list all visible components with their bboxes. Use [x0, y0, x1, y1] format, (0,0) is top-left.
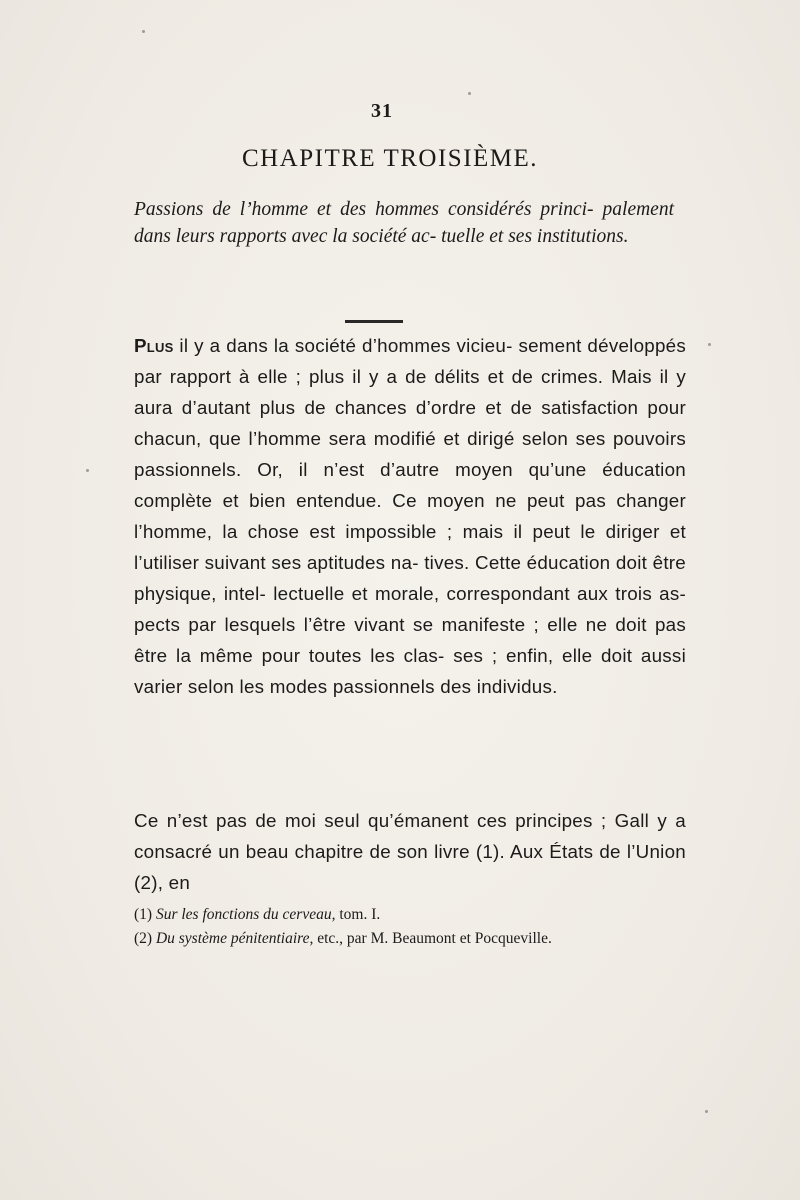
paper-speck — [142, 30, 145, 33]
page-number: 31 — [371, 100, 393, 122]
section-divider — [345, 320, 403, 323]
footnote-marker: (2) — [134, 930, 153, 947]
footnote-title: Du système pénitentiaire, — [155, 930, 314, 947]
chapter-subtitle: Passions de l’homme et des hommes considérés princi- palement dans leurs rapports avec la société ac- tuelle et ses institutions. — [134, 199, 674, 247]
paragraph-1-text: il y a dans la société d’hommes vicieu- sement développés par rapport à elle ; plus il y a de délits et de crimes. Mais il y aura d’autant plus de chances d’ordre et de satisfaction pour chacun, que l’homme sera modifié et dirigé selon ses pouvoirs passionnels. Or, il n’est d’autre moyen qu’une éducation complète et bien entendue. Ce moyen ne peut pas changer l’homme, la chose est impossible ; mais il peut le diriger et l’utiliser suivant ses aptitudes na- tives. Cette éducation doit être physique, intel- lectuelle et morale, correspondant aux trois as- pects par lesquels l’être vivant se manifeste ; elle ne doit pas être la même pour toutes les clas- ses ; enfin, elle doit aussi varier selon les modes passionnels des individus. — [134, 335, 687, 697]
footnotes — [134, 903, 686, 951]
paper-speck — [86, 469, 89, 472]
footnote-text: tom. I. — [335, 906, 381, 923]
footnote-marker: (1) — [134, 906, 153, 923]
paper-speck — [468, 92, 471, 95]
paper-speck — [705, 1110, 708, 1113]
paragraph-2-text: Ce n’est pas de moi seul qu’émanent ces principes ; Gall y a consacré un beau chapitre de son livre (1). Aux États de l’Union (2), en — [134, 810, 686, 893]
footnote-2 — [134, 927, 686, 951]
paper-speck — [708, 343, 711, 346]
chapter-title: CHAPITRE TROISIÈME. — [241, 145, 539, 172]
footnote-1 — [134, 903, 686, 927]
footnote-title: Sur les fonctions du cerveau, — [155, 906, 336, 923]
paragraph-lead-word: Plus — [134, 335, 174, 356]
footnote-text: etc., par M. Beaumont et Pocqueville. — [313, 930, 552, 947]
paragraph-1 — [134, 330, 686, 702]
paragraph-2 — [134, 805, 686, 898]
